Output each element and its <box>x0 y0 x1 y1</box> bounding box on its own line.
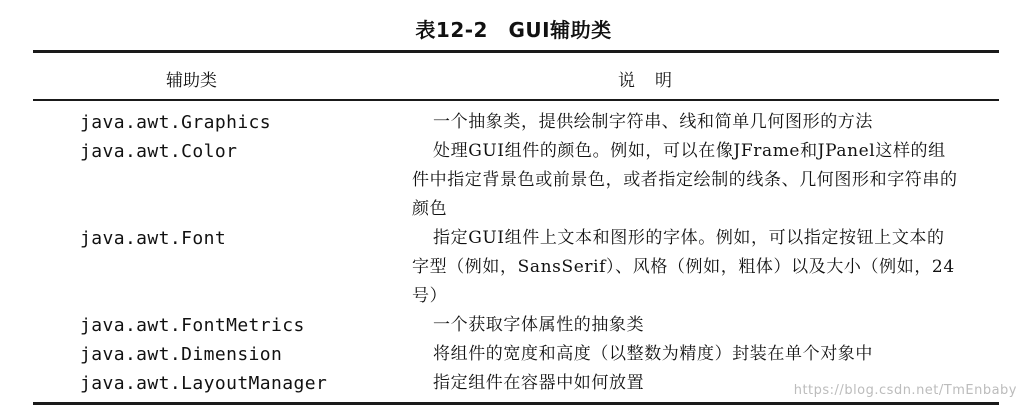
column-header-description: 说明 <box>618 71 692 91</box>
table-row <box>0 340 1027 369</box>
description-cell: 指定GUI组件上文本和图形的字体。例如，可以指定按钮上文本的字型（例如，SansSerif）、风格（例如，粗体）以及大小（例如，24号） <box>412 228 955 306</box>
description-cell: 一个抽象类，提供绘制字符串、线和简单几何图形的方法 <box>433 112 873 132</box>
table-row <box>0 137 1027 224</box>
class-name-cell: java.awt.Graphics <box>80 112 272 133</box>
table-header-rule <box>33 99 999 101</box>
description-cell: 处理GUI组件的颜色。例如，可以在像JFrame和JPanel这样的组件中指定背景色或前景色，或者指定绘制的线条、几何图形和字符串的颜色 <box>412 141 958 219</box>
table-body <box>0 108 1027 398</box>
table-bottom-rule <box>33 402 999 405</box>
watermark-text: https://blog.csdn.net/TmEnbaby <box>793 383 1017 398</box>
description-cell: 将组件的宽度和高度（以整数为精度）封装在单个对象中 <box>433 344 873 364</box>
table-row <box>0 311 1027 340</box>
table-row <box>0 108 1027 137</box>
class-name-cell: java.awt.Color <box>80 141 238 162</box>
table-row <box>0 224 1027 311</box>
class-name-cell: java.awt.LayoutManager <box>80 373 328 394</box>
description-cell: 一个获取字体属性的抽象类 <box>433 315 645 335</box>
class-name-cell: java.awt.FontMetrics <box>80 315 305 336</box>
class-name-cell: java.awt.Dimension <box>80 344 283 365</box>
table-title: 表12-2 GUI辅助类 <box>415 18 612 42</box>
description-cell: 指定组件在容器中如何放置 <box>433 373 645 393</box>
column-header-class: 辅助类 <box>166 71 217 91</box>
class-name-cell: java.awt.Font <box>80 228 227 249</box>
table-top-rule <box>33 50 999 53</box>
